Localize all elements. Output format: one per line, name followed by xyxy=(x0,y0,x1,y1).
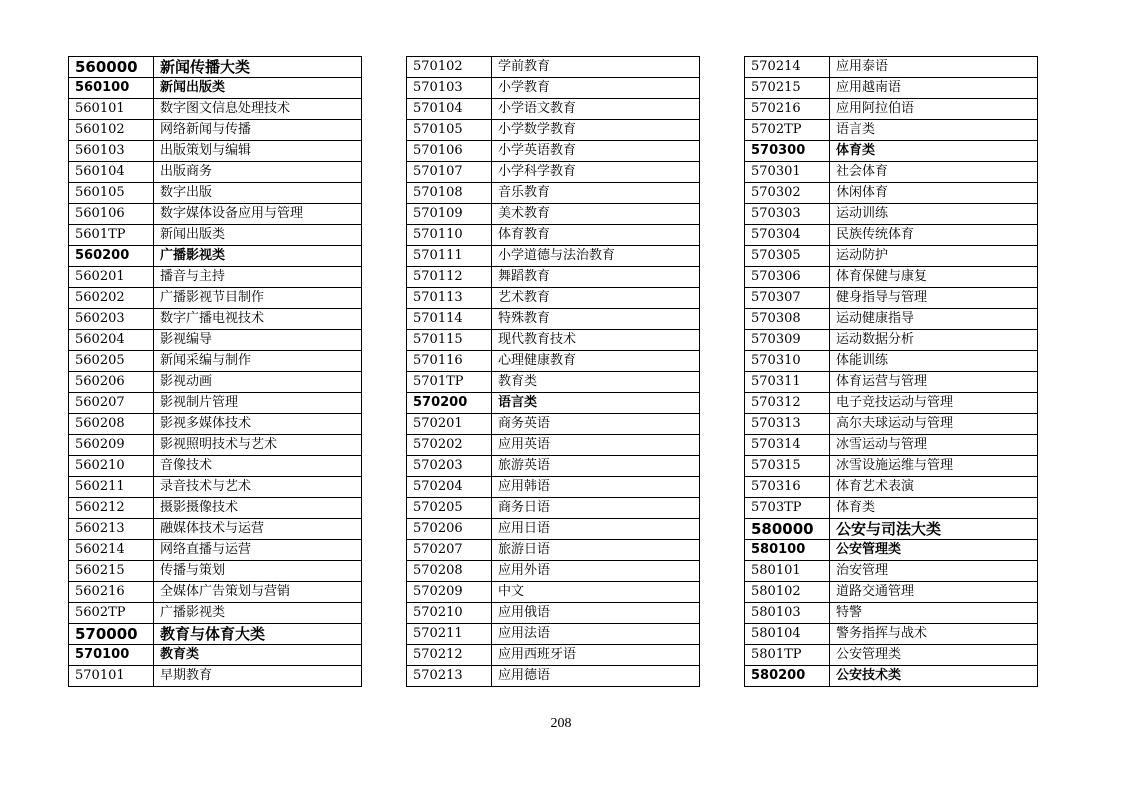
code-cell: 560208 xyxy=(69,414,154,435)
name-cell: 小学科学教育 xyxy=(492,162,700,183)
subcategory-row xyxy=(69,645,362,666)
major-row xyxy=(745,162,1038,183)
code-cell: 5703TP xyxy=(745,498,830,519)
name-cell: 体育艺术表演 xyxy=(830,477,1038,498)
major-row xyxy=(745,183,1038,204)
subcategory-row xyxy=(69,78,362,99)
major-row xyxy=(69,603,362,624)
name-cell: 出版策划与编辑 xyxy=(154,141,362,162)
code-cell: 580103 xyxy=(745,603,830,624)
major-row xyxy=(745,498,1038,519)
name-cell: 新闻出版类 xyxy=(154,78,362,99)
code-cell: 570110 xyxy=(407,225,492,246)
code-cell: 570211 xyxy=(407,624,492,645)
name-cell: 数字图文信息处理技术 xyxy=(154,99,362,120)
code-cell: 570101 xyxy=(69,666,154,687)
name-cell: 播音与主持 xyxy=(154,267,362,288)
code-cell: 570304 xyxy=(745,225,830,246)
code-cell: 560203 xyxy=(69,309,154,330)
name-cell: 特殊教育 xyxy=(492,309,700,330)
code-cell: 560201 xyxy=(69,267,154,288)
major-row xyxy=(69,204,362,225)
subcategory-row xyxy=(745,540,1038,561)
code-cell: 570215 xyxy=(745,78,830,99)
subcategory-row xyxy=(745,666,1038,687)
name-cell: 运动数据分析 xyxy=(830,330,1038,351)
name-cell: 公安管理类 xyxy=(830,645,1038,666)
code-cell: 570216 xyxy=(745,99,830,120)
major-row xyxy=(407,78,700,99)
name-cell: 摄影摄像技术 xyxy=(154,498,362,519)
code-cell: 570205 xyxy=(407,498,492,519)
name-cell: 电子竞技运动与管理 xyxy=(830,393,1038,414)
major-row xyxy=(69,456,362,477)
subcategory-row xyxy=(407,393,700,414)
code-cell: 570100 xyxy=(69,645,154,666)
name-cell: 新闻出版类 xyxy=(154,225,362,246)
major-row xyxy=(407,351,700,372)
name-cell: 旅游日语 xyxy=(492,540,700,561)
major-row xyxy=(69,393,362,414)
name-cell: 应用俄语 xyxy=(492,603,700,624)
name-cell: 影视多媒体技术 xyxy=(154,414,362,435)
code-cell: 570105 xyxy=(407,120,492,141)
name-cell: 体育教育 xyxy=(492,225,700,246)
code-cell: 570112 xyxy=(407,267,492,288)
major-row xyxy=(745,603,1038,624)
code-cell: 570000 xyxy=(69,624,154,645)
name-cell: 出版商务 xyxy=(154,162,362,183)
code-cell: 570306 xyxy=(745,267,830,288)
name-cell: 应用英语 xyxy=(492,435,700,456)
name-cell: 社会体育 xyxy=(830,162,1038,183)
name-cell: 传播与策划 xyxy=(154,561,362,582)
code-cell: 560104 xyxy=(69,162,154,183)
code-cell: 560000 xyxy=(69,57,154,78)
major-row xyxy=(69,330,362,351)
code-cell: 570200 xyxy=(407,393,492,414)
name-cell: 现代教育技术 xyxy=(492,330,700,351)
name-cell: 影视动画 xyxy=(154,372,362,393)
major-row xyxy=(745,561,1038,582)
major-row xyxy=(69,477,362,498)
name-cell: 网络新闻与传播 xyxy=(154,120,362,141)
code-cell: 570316 xyxy=(745,477,830,498)
name-cell: 教育类 xyxy=(492,372,700,393)
name-cell: 公安技术类 xyxy=(830,666,1038,687)
major-row xyxy=(69,141,362,162)
code-cell: 570201 xyxy=(407,414,492,435)
code-cell: 570206 xyxy=(407,519,492,540)
code-cell: 560216 xyxy=(69,582,154,603)
code-cell: 570113 xyxy=(407,288,492,309)
major-row xyxy=(745,414,1038,435)
code-cell: 570301 xyxy=(745,162,830,183)
name-cell: 休闲体育 xyxy=(830,183,1038,204)
major-row xyxy=(69,225,362,246)
name-cell: 冰雪设施运维与管理 xyxy=(830,456,1038,477)
category-row xyxy=(69,57,362,78)
code-cell: 560106 xyxy=(69,204,154,225)
code-cell: 570315 xyxy=(745,456,830,477)
name-cell: 公安管理类 xyxy=(830,540,1038,561)
name-cell: 融媒体技术与运营 xyxy=(154,519,362,540)
major-row xyxy=(69,372,362,393)
code-cell: 570314 xyxy=(745,435,830,456)
major-row xyxy=(745,204,1038,225)
major-row xyxy=(407,498,700,519)
name-cell: 应用日语 xyxy=(492,519,700,540)
name-cell: 广播影视类 xyxy=(154,246,362,267)
major-row xyxy=(407,330,700,351)
code-cell: 580101 xyxy=(745,561,830,582)
code-cell: 570104 xyxy=(407,99,492,120)
name-cell: 艺术教育 xyxy=(492,288,700,309)
name-cell: 小学英语教育 xyxy=(492,141,700,162)
code-cell: 570107 xyxy=(407,162,492,183)
code-cell: 580200 xyxy=(745,666,830,687)
name-cell: 道路交通管理 xyxy=(830,582,1038,603)
name-cell: 应用阿拉伯语 xyxy=(830,99,1038,120)
code-cell: 570203 xyxy=(407,456,492,477)
name-cell: 数字出版 xyxy=(154,183,362,204)
major-row xyxy=(745,78,1038,99)
major-row xyxy=(407,603,700,624)
name-cell: 应用泰语 xyxy=(830,57,1038,78)
major-row xyxy=(69,99,362,120)
code-cell: 560215 xyxy=(69,561,154,582)
major-row xyxy=(745,267,1038,288)
name-cell: 广播影视节目制作 xyxy=(154,288,362,309)
name-cell: 商务英语 xyxy=(492,414,700,435)
code-cell: 570309 xyxy=(745,330,830,351)
name-cell: 公安与司法大类 xyxy=(830,519,1038,540)
name-cell: 应用西班牙语 xyxy=(492,645,700,666)
code-cell: 570313 xyxy=(745,414,830,435)
name-cell: 教育类 xyxy=(154,645,362,666)
code-cell: 570209 xyxy=(407,582,492,603)
name-cell: 影视编导 xyxy=(154,330,362,351)
name-cell: 数字媒体设备应用与管理 xyxy=(154,204,362,225)
name-cell: 高尔夫球运动与管理 xyxy=(830,414,1038,435)
major-row xyxy=(407,309,700,330)
name-cell: 网络直播与运营 xyxy=(154,540,362,561)
name-cell: 早期教育 xyxy=(154,666,362,687)
name-cell: 特警 xyxy=(830,603,1038,624)
name-cell: 冰雪运动与管理 xyxy=(830,435,1038,456)
code-cell: 570214 xyxy=(745,57,830,78)
code-cell: 560213 xyxy=(69,519,154,540)
code-cell: 560101 xyxy=(69,99,154,120)
catalog-table-right xyxy=(744,56,1038,687)
name-cell: 小学教育 xyxy=(492,78,700,99)
code-cell: 570307 xyxy=(745,288,830,309)
name-cell: 应用越南语 xyxy=(830,78,1038,99)
major-row xyxy=(69,183,362,204)
code-cell: 570302 xyxy=(745,183,830,204)
name-cell: 学前教育 xyxy=(492,57,700,78)
major-row xyxy=(69,162,362,183)
code-cell: 570311 xyxy=(745,372,830,393)
name-cell: 应用法语 xyxy=(492,624,700,645)
major-row xyxy=(407,582,700,603)
name-cell: 旅游英语 xyxy=(492,456,700,477)
major-row xyxy=(745,372,1038,393)
code-cell: 570300 xyxy=(745,141,830,162)
major-row xyxy=(407,477,700,498)
name-cell: 体育运营与管理 xyxy=(830,372,1038,393)
major-row xyxy=(745,330,1038,351)
major-row xyxy=(407,666,700,687)
major-row xyxy=(407,183,700,204)
name-cell: 心理健康教育 xyxy=(492,351,700,372)
page-number: 208 xyxy=(550,716,572,731)
major-row xyxy=(745,225,1038,246)
name-cell: 体能训练 xyxy=(830,351,1038,372)
major-row xyxy=(407,204,700,225)
code-cell: 560209 xyxy=(69,435,154,456)
major-row xyxy=(407,645,700,666)
name-cell: 体育保健与康复 xyxy=(830,267,1038,288)
name-cell: 新闻传播大类 xyxy=(154,57,362,78)
code-cell: 570109 xyxy=(407,204,492,225)
code-cell: 570202 xyxy=(407,435,492,456)
major-row xyxy=(745,288,1038,309)
code-cell: 560204 xyxy=(69,330,154,351)
code-cell: 5702TP xyxy=(745,120,830,141)
name-cell: 美术教育 xyxy=(492,204,700,225)
code-cell: 5701TP xyxy=(407,372,492,393)
name-cell: 商务日语 xyxy=(492,498,700,519)
name-cell: 语言类 xyxy=(492,393,700,414)
name-cell: 全媒体广告策划与营销 xyxy=(154,582,362,603)
code-cell: 560207 xyxy=(69,393,154,414)
name-cell: 小学数学教育 xyxy=(492,120,700,141)
major-row xyxy=(745,477,1038,498)
major-row xyxy=(69,351,362,372)
subcategory-row xyxy=(69,246,362,267)
major-row xyxy=(745,120,1038,141)
code-cell: 570308 xyxy=(745,309,830,330)
category-row xyxy=(745,519,1038,540)
name-cell: 影视制片管理 xyxy=(154,393,362,414)
name-cell: 舞蹈教育 xyxy=(492,267,700,288)
major-row xyxy=(407,57,700,78)
major-row xyxy=(407,141,700,162)
name-cell: 警务指挥与战术 xyxy=(830,624,1038,645)
major-row xyxy=(69,288,362,309)
code-cell: 570213 xyxy=(407,666,492,687)
code-cell: 570111 xyxy=(407,246,492,267)
name-cell: 小学语文教育 xyxy=(492,99,700,120)
name-cell: 运动健康指导 xyxy=(830,309,1038,330)
major-row xyxy=(69,519,362,540)
major-row xyxy=(69,435,362,456)
code-cell: 570106 xyxy=(407,141,492,162)
code-cell: 570204 xyxy=(407,477,492,498)
name-cell: 民族传统体育 xyxy=(830,225,1038,246)
major-row xyxy=(69,666,362,687)
name-cell: 中文 xyxy=(492,582,700,603)
code-cell: 570207 xyxy=(407,540,492,561)
major-row xyxy=(407,414,700,435)
code-cell: 570116 xyxy=(407,351,492,372)
major-row xyxy=(69,498,362,519)
name-cell: 运动防护 xyxy=(830,246,1038,267)
code-cell: 560210 xyxy=(69,456,154,477)
code-cell: 570305 xyxy=(745,246,830,267)
major-row xyxy=(745,435,1038,456)
code-cell: 560214 xyxy=(69,540,154,561)
major-row xyxy=(69,414,362,435)
code-cell: 570210 xyxy=(407,603,492,624)
major-row xyxy=(407,225,700,246)
name-cell: 数字广播电视技术 xyxy=(154,309,362,330)
name-cell: 广播影视类 xyxy=(154,603,362,624)
major-row xyxy=(745,309,1038,330)
name-cell: 健身指导与管理 xyxy=(830,288,1038,309)
major-row xyxy=(745,351,1038,372)
code-cell: 580100 xyxy=(745,540,830,561)
major-row xyxy=(407,624,700,645)
major-row xyxy=(745,99,1038,120)
code-cell: 560100 xyxy=(69,78,154,99)
major-row xyxy=(69,267,362,288)
name-cell: 应用外语 xyxy=(492,561,700,582)
code-cell: 560103 xyxy=(69,141,154,162)
code-cell: 560206 xyxy=(69,372,154,393)
code-cell: 570102 xyxy=(407,57,492,78)
major-row xyxy=(745,456,1038,477)
major-row xyxy=(407,162,700,183)
major-row xyxy=(69,309,362,330)
code-cell: 570310 xyxy=(745,351,830,372)
name-cell: 小学道德与法治教育 xyxy=(492,246,700,267)
code-cell: 580000 xyxy=(745,519,830,540)
code-cell: 570303 xyxy=(745,204,830,225)
major-row xyxy=(745,57,1038,78)
major-row xyxy=(407,372,700,393)
major-row xyxy=(745,645,1038,666)
name-cell: 治安管理 xyxy=(830,561,1038,582)
code-cell: 570114 xyxy=(407,309,492,330)
major-row xyxy=(407,288,700,309)
major-row xyxy=(407,456,700,477)
major-row xyxy=(745,393,1038,414)
major-row xyxy=(69,120,362,141)
code-cell: 5801TP xyxy=(745,645,830,666)
category-row xyxy=(69,624,362,645)
catalog-table-left xyxy=(68,56,362,687)
name-cell: 体育类 xyxy=(830,141,1038,162)
major-row xyxy=(745,624,1038,645)
code-cell: 580102 xyxy=(745,582,830,603)
name-cell: 运动训练 xyxy=(830,204,1038,225)
catalog-table-middle xyxy=(406,56,700,687)
major-row xyxy=(407,267,700,288)
code-cell: 570208 xyxy=(407,561,492,582)
code-cell: 5602TP xyxy=(69,603,154,624)
major-row xyxy=(407,246,700,267)
name-cell: 影视照明技术与艺术 xyxy=(154,435,362,456)
name-cell: 音乐教育 xyxy=(492,183,700,204)
name-cell: 应用韩语 xyxy=(492,477,700,498)
name-cell: 教育与体育大类 xyxy=(154,624,362,645)
code-cell: 560102 xyxy=(69,120,154,141)
name-cell: 新闻采编与制作 xyxy=(154,351,362,372)
code-cell: 570312 xyxy=(745,393,830,414)
major-row xyxy=(69,540,362,561)
code-cell: 560105 xyxy=(69,183,154,204)
major-row xyxy=(407,435,700,456)
major-row xyxy=(407,561,700,582)
code-cell: 570115 xyxy=(407,330,492,351)
code-cell: 560211 xyxy=(69,477,154,498)
major-row xyxy=(407,519,700,540)
major-row xyxy=(407,540,700,561)
code-cell: 570103 xyxy=(407,78,492,99)
major-row xyxy=(745,582,1038,603)
code-cell: 570108 xyxy=(407,183,492,204)
code-cell: 560202 xyxy=(69,288,154,309)
major-row xyxy=(407,99,700,120)
code-cell: 560212 xyxy=(69,498,154,519)
subcategory-row xyxy=(745,141,1038,162)
name-cell: 体育类 xyxy=(830,498,1038,519)
code-cell: 560205 xyxy=(69,351,154,372)
name-cell: 应用德语 xyxy=(492,666,700,687)
major-row xyxy=(69,561,362,582)
name-cell: 录音技术与艺术 xyxy=(154,477,362,498)
name-cell: 音像技术 xyxy=(154,456,362,477)
major-row xyxy=(69,582,362,603)
code-cell: 560200 xyxy=(69,246,154,267)
major-row xyxy=(407,120,700,141)
code-cell: 570212 xyxy=(407,645,492,666)
code-cell: 580104 xyxy=(745,624,830,645)
name-cell: 语言类 xyxy=(830,120,1038,141)
major-row xyxy=(745,246,1038,267)
code-cell: 5601TP xyxy=(69,225,154,246)
